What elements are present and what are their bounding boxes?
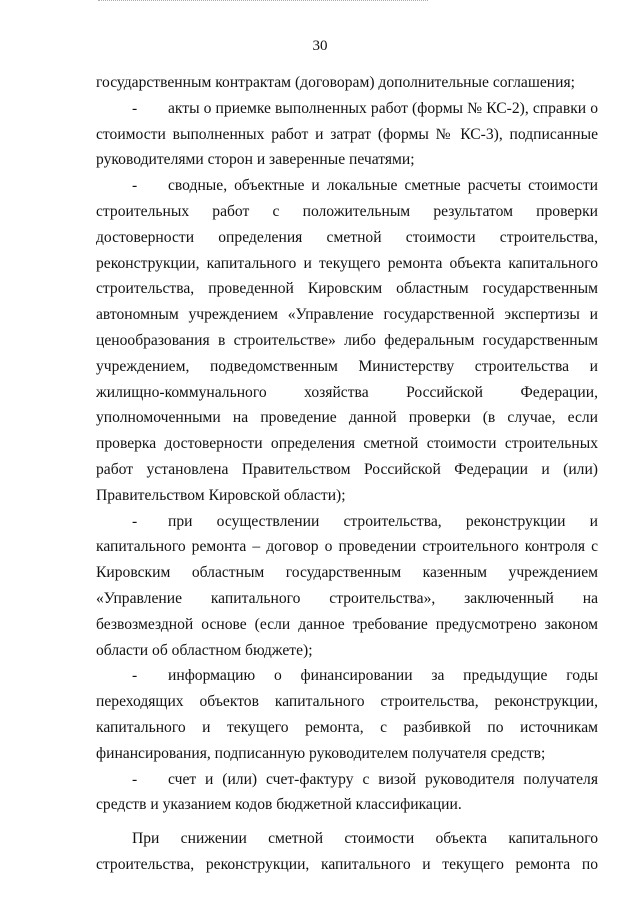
list-item bbox=[96, 96, 598, 173]
document-body bbox=[96, 70, 598, 878]
scan-top-artifact bbox=[98, 0, 428, 4]
list-item bbox=[96, 663, 598, 766]
paragraph bbox=[96, 826, 598, 878]
list-item bbox=[96, 173, 598, 508]
page-number: 30 bbox=[312, 38, 328, 54]
list-item-text: счет и (или) счет-фактуру с визой руководителя получателя средств и указанием кодов бюджетной классификации. bbox=[96, 770, 598, 814]
list-item bbox=[96, 767, 598, 819]
paragraph-text: государственным контрактам (договорам) дополнительные соглашения; bbox=[96, 74, 575, 91]
list-item-text: сводные, объектные и локальные сметные расчеты стоимости строительных работ с положительным результатом проверки достоверности определения сметной стоимости строительства, реконструкции, капитального и текущего ремонта объекта капитального строительства, проведенной Кировским областным государственным автономным учреждением «Управление государственной экспертизы и ценообразования в строительстве» либо федеральным государственным учреждением, подведомственным Министерству строительства и жилищно-коммунального хозяйства Российской Федерации, уполномоченными на проведение данной проверки (в случае, если проверка достоверности определения сметной стоимости строительных работ установлена Правительством Российской Федерации и (или) Правительством Кировской области); bbox=[96, 177, 598, 504]
list-item-text: акты о приемке выполненных работ (формы № КС-2), справки о стоимости выполненных работ и затрат (формы № КС-3), подписанные руководителями сторон и заверенные печатями; bbox=[96, 99, 598, 169]
list-dash: - bbox=[132, 770, 138, 788]
list-dash: - bbox=[132, 99, 138, 117]
list-dash: - bbox=[132, 512, 138, 530]
paragraph-continuation bbox=[96, 70, 598, 96]
list-item-text: информацию о финансировании за предыдущие годы переходящих объектов капитального строительства, реконструкции, капитального и текущего ремонта, с разбивкой по источникам финансирования, подписанную руководителем получателя средств; bbox=[96, 667, 598, 762]
list-dash: - bbox=[132, 177, 138, 195]
list-item bbox=[96, 509, 598, 664]
paragraph-text: При снижении сметной стоимости объекта капитального строительства, реконструкции, капитального и текущего ремонта по bbox=[96, 830, 598, 873]
list-dash: - bbox=[132, 667, 138, 685]
list-item-text: при осуществлении строительства, реконструкции и капитального ремонта – договор о проведении строительного контроля с Кировским областным государственным казенным учреждением «Управление капитального строительства», заключенный на безвозмездной основе (если данное требование предусмотрено законом области об областном бюджете); bbox=[96, 512, 598, 659]
